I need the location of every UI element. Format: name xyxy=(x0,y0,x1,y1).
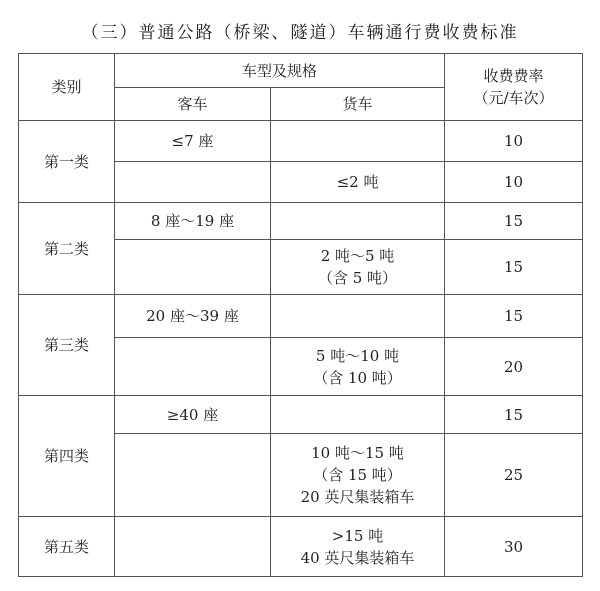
category-cell: 第二类 xyxy=(19,203,115,295)
truck-line: （含 5 吨） xyxy=(317,269,398,287)
header-category: 类别 xyxy=(19,54,115,121)
truck-cell xyxy=(271,517,445,577)
category-cell: 第五类 xyxy=(19,517,115,577)
rate-cell: 15 xyxy=(445,396,583,434)
truck-cell xyxy=(271,295,445,338)
truck-line: （含 15 吨） xyxy=(313,466,402,484)
rate-cell: 15 xyxy=(445,295,583,338)
truck-cell xyxy=(271,338,445,396)
truck-cell xyxy=(271,434,445,517)
table-row xyxy=(19,295,583,338)
passenger-cell: 8 座～19 座 xyxy=(115,203,271,240)
truck-cell xyxy=(271,240,445,295)
rate-cell: 15 xyxy=(445,240,583,295)
passenger-cell: 20 座～39 座 xyxy=(115,295,271,338)
header-rate-line1: 收费费率 xyxy=(483,67,544,85)
truck-cell xyxy=(271,162,445,203)
category-cell: 第四类 xyxy=(19,396,115,517)
truck-line: 2 吨～5 吨 xyxy=(320,247,395,265)
truck-cell xyxy=(271,121,445,162)
header-truck: 货车 xyxy=(271,88,445,121)
category-cell: 第一类 xyxy=(19,121,115,203)
passenger-cell xyxy=(115,162,271,203)
truck-cell xyxy=(271,396,445,434)
rate-cell: 10 xyxy=(445,162,583,203)
header-row-1 xyxy=(19,54,583,88)
header-vehicle-type: 车型及规格 xyxy=(115,54,445,88)
truck-line: 20 英尺集装箱车 xyxy=(300,488,415,506)
table-row xyxy=(19,203,583,240)
rate-cell: 15 xyxy=(445,203,583,240)
header-rate xyxy=(445,54,583,121)
passenger-cell xyxy=(115,338,271,396)
truck-line: 10 吨～15 吨 xyxy=(311,444,404,462)
truck-line: 5 吨～10 吨 xyxy=(315,346,400,365)
rate-cell: 30 xyxy=(445,517,583,577)
header-passenger: 客车 xyxy=(115,88,271,121)
category-cell: 第三类 xyxy=(19,295,115,396)
passenger-cell: ≥40 座 xyxy=(115,396,271,434)
truck-line: 40 英尺集装箱车 xyxy=(300,548,415,567)
passenger-cell xyxy=(115,517,271,577)
rate-cell: 25 xyxy=(445,434,583,517)
document-title: （三）普通公路（桥梁、隧道）车辆通行费收费标准 xyxy=(81,23,519,43)
rate-cell: 20 xyxy=(445,338,583,396)
rate-cell: 10 xyxy=(445,121,583,162)
truck-cell xyxy=(271,203,445,240)
table-row xyxy=(19,121,583,162)
passenger-cell xyxy=(115,240,271,295)
table-body xyxy=(19,121,583,577)
toll-fee-table xyxy=(18,53,583,577)
truck-line: >15 吨 xyxy=(331,526,384,545)
truck-line: （含 10 吨） xyxy=(313,368,402,387)
passenger-cell xyxy=(115,434,271,517)
passenger-cell: ≤7 座 xyxy=(115,121,271,162)
header-rate-line2: （元/车次） xyxy=(473,89,554,107)
table-row xyxy=(19,517,583,577)
truck-line: ≤2 吨 xyxy=(336,173,379,191)
table-row xyxy=(19,396,583,434)
